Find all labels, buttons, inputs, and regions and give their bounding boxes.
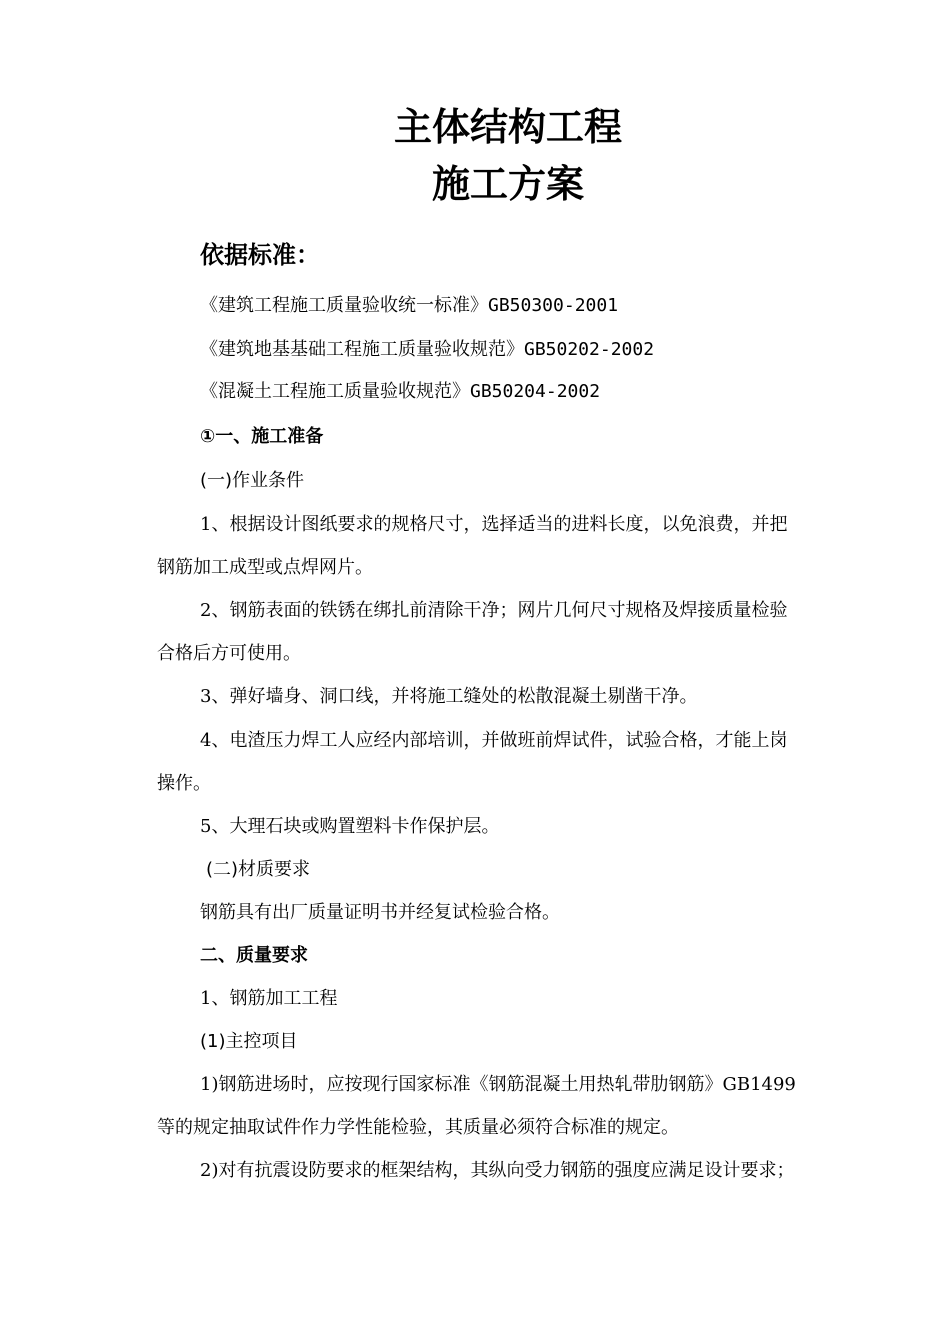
control-2-line1: 2)对有抗震设防要求的框架结构，其纵向受力钢筋的强度应满足设计要求； <box>200 1160 795 1181</box>
standard-1 <box>200 294 618 318</box>
standard-2 <box>200 338 654 362</box>
document-title-line2: 施工方案 <box>431 162 584 206</box>
condition-4-line2: 操作。 <box>157 773 211 794</box>
control-1-line2: 等的规定抽取试件作力学性能检验，其质量必须符合标准的规定。 <box>157 1117 679 1138</box>
standard-2-name: 《建筑地基基础工程施工质量验收规范》 <box>200 339 524 360</box>
standard-1-code: GB50300-2001 <box>488 295 619 316</box>
condition-1-line1: 1、根据设计图纸要求的规格尺寸，选择适当的进料长度，以免浪费，并把 <box>200 514 788 535</box>
standard-3 <box>200 380 600 404</box>
sub1-heading: (一)作业条件 <box>200 470 305 491</box>
document-title-line1: 主体结构工程 <box>393 105 622 149</box>
basis-heading: 依据标准： <box>200 241 320 269</box>
control-1-line1: 1)钢筋进场时，应按现行国家标准《钢筋混凝土用热轧带肋钢筋》GB1499 <box>200 1074 796 1095</box>
section2-heading: 二、质量要求 <box>200 945 308 966</box>
condition-5: 5、大理石块或购置塑料卡作保护层。 <box>200 816 500 837</box>
condition-2-line2: 合格后方可使用。 <box>157 643 301 664</box>
item-1: 1、钢筋加工工程 <box>200 988 338 1009</box>
standard-1-name: 《建筑工程施工质量验收统一标准》 <box>200 295 488 316</box>
condition-2-line1: 2、钢筋表面的铁锈在绑扎前清除干净；网片几何尺寸规格及焊接质量检验 <box>200 600 788 621</box>
section1-heading: ①一、施工准备 <box>200 426 324 447</box>
sub2-heading: (二)材质要求 <box>206 859 311 880</box>
standard-2-code: GB50202-2002 <box>524 339 655 360</box>
standard-3-name: 《混凝土工程施工质量验收规范》 <box>200 381 470 402</box>
condition-4-line1: 4、电渣压力焊工人应经内部培训，并做班前焊试件，试验合格，才能上岗 <box>200 730 788 751</box>
standard-3-code: GB50204-2002 <box>470 381 601 402</box>
material-text: 钢筋具有出厂质量证明书并经复试检验合格。 <box>200 902 560 923</box>
condition-3: 3、弹好墙身、洞口线，并将施工缝处的松散混凝土剔凿干净。 <box>200 686 698 707</box>
sub3-heading: (1)主控项目 <box>200 1031 298 1052</box>
condition-1-line2: 钢筋加工成型或点焊网片。 <box>157 557 373 578</box>
